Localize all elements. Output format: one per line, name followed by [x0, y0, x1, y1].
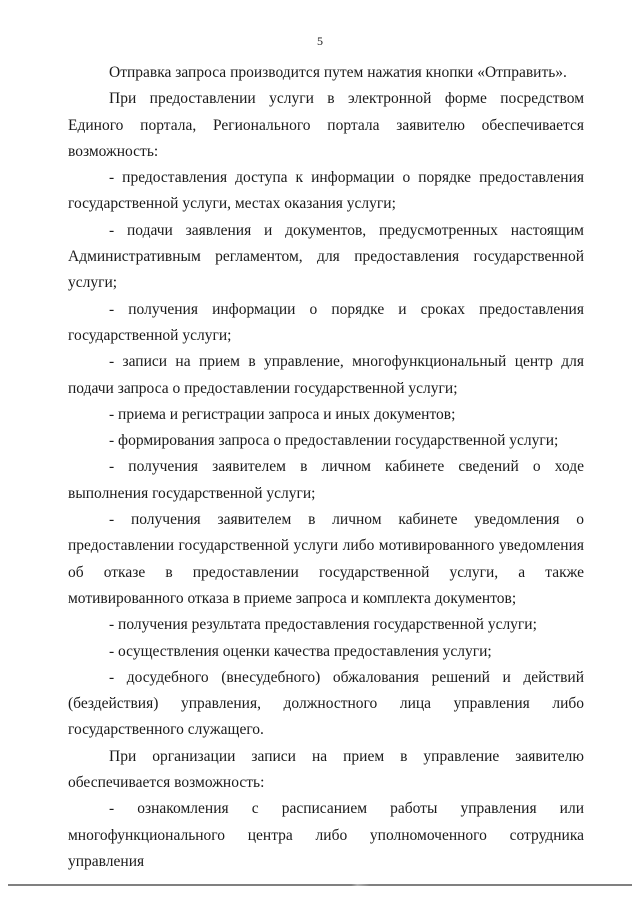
paragraph-electronic-form-intro: При предоставлении услуги в электронной форме посредством Единого портала, Регионального портала заявителю обеспечивается возможность: — [68, 90, 584, 160]
paragraph-appointment-intro: При организации записи на прием в управление заявителю обеспечивается возможность: — [68, 747, 584, 792]
list-item-schedule: - ознакомления с расписанием работы управления или многофункционального центра либо уполномоченного сотрудника управления — [68, 800, 584, 870]
list-item-appointment: - записи на прием в управление, многофункциональный центр для подачи запроса о предоставлении государственной услуги; — [68, 353, 584, 397]
document-body — [68, 60, 584, 875]
scan-edge-line — [8, 884, 632, 886]
paragraph-submit-request: Отправка запроса производится путем нажатия кнопки «Отправить». — [109, 64, 567, 81]
list-item-notification: - получения заявителем в личном кабинете уведомления о предоставлении государственной услуги либо мотивированного уведомления об отказе в предоставлении государственной услуги, а также мотивированного отказа в приеме запроса и комплекта документов; — [68, 511, 584, 607]
list-item-registration: - приема и регистрации запроса и иных документов; — [109, 405, 456, 423]
page-number: 5 — [317, 34, 323, 48]
list-item-access-info: - предоставления доступа к информации о порядке предоставления государственной услуги, местах оказания услуги; — [68, 169, 584, 213]
list-item-get-result: - получения результата предоставления государственной услуги; — [109, 616, 537, 634]
list-item-get-info-terms: - получения информации о порядке и сроках предоставления государственной услуги; — [68, 300, 584, 344]
list-item-progress-info: - получения заявителем в личном кабинете сведений о ходе выполнения государственной услуги; — [68, 458, 584, 502]
list-item-quality-rating: - осуществления оценки качества предоставления услуги; — [109, 642, 492, 660]
list-item-form-request: - формирования запроса о предоставлении государственной услуги; — [109, 432, 559, 450]
list-item-appeal: - досудебного (внесудебного) обжалования решений и действий (бездействия) управления, должностного лица управления либо государственного служащего. — [68, 668, 584, 739]
list-item-submit-application: - подачи заявления и документов, предусмотренных настоящим Административным регламентом, для предоставления государственной услуги; — [68, 221, 584, 292]
